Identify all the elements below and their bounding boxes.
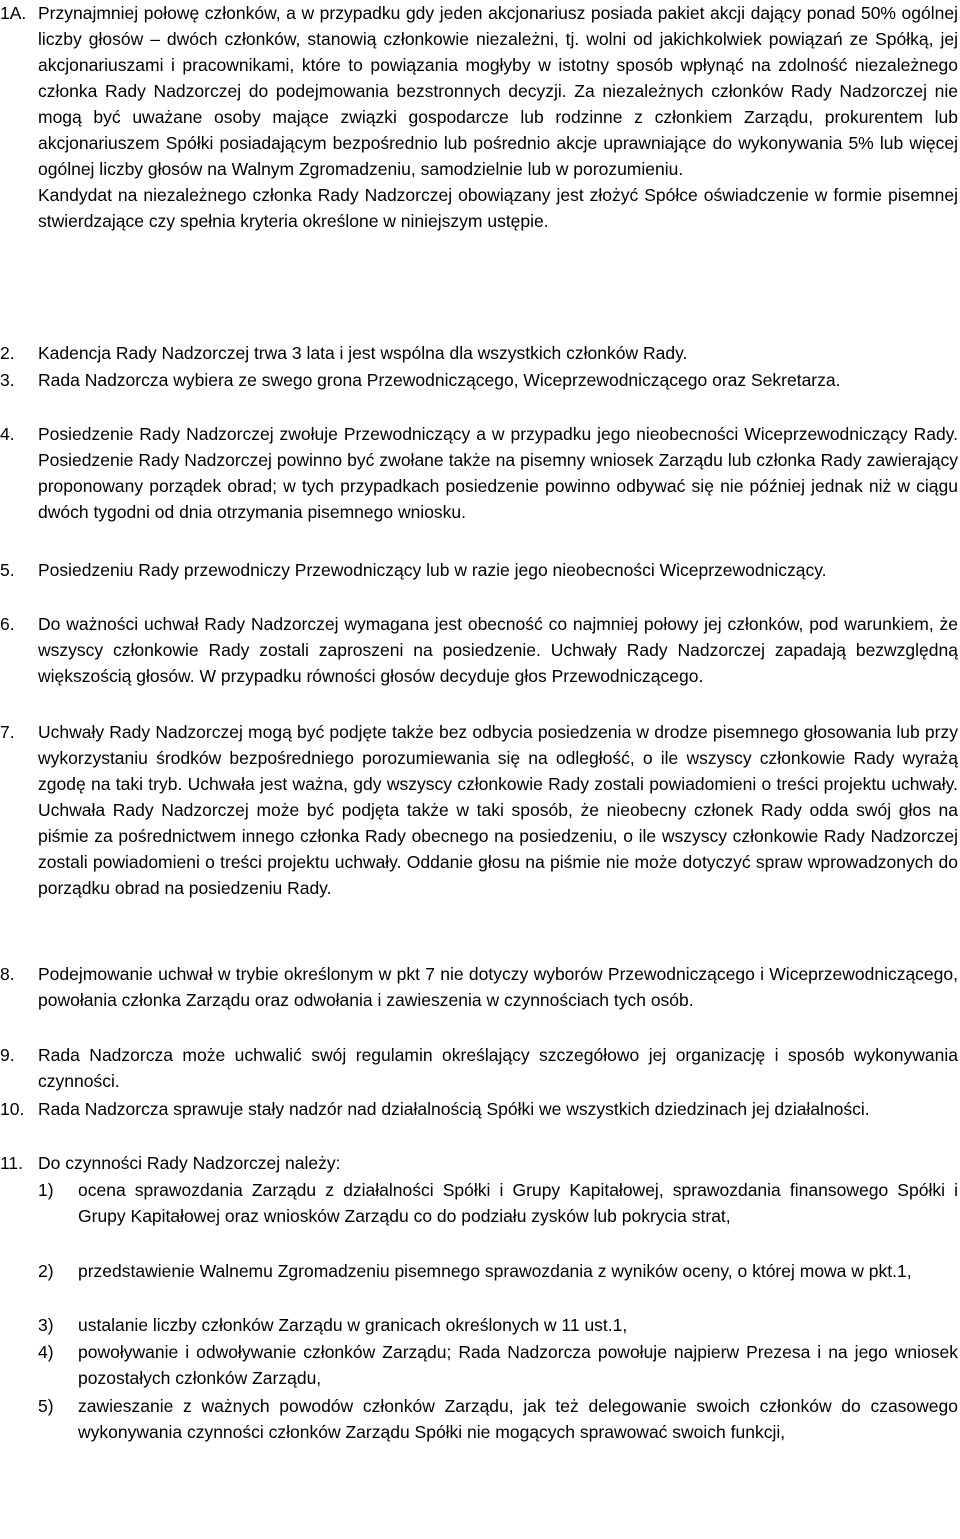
paragraph-7 <box>0 719 958 901</box>
subitem-4 <box>0 1339 958 1391</box>
paragraph-10 <box>0 1096 958 1122</box>
paragraph-text: Podejmowanie uchwał w trybie określonym w pkt 7 nie dotyczy wyborów Przewodniczącego i Wiceprzewodniczącego, powołania członka Zarządu oraz odwołania i zawieszenia w czynnościach tych osób. <box>38 964 958 1010</box>
paragraph-text: Kadencja Rady Nadzorczej trwa 3 lata i jest wspólna dla wszystkich członków Rady. <box>38 343 688 363</box>
paragraph-number: 9. <box>0 1045 15 1065</box>
paragraph-text: Przynajmniej połowę członków, a w przypadku gdy jeden akcjonariusz posiada pakiet akcji dający ponad 50% ogólnej liczby głosów – dwóch członków, stanowią członkowie niezależni, tj. wolni od jakichkolwiek powiązań ze Spółką, jej akcjonariuszami i pracownikami, które to powiązania mogłyby w istotny sposób wpłynąć na zdolność niezależnego członka Rady Nadzorczej do podejmowania bezstronnych decyzji. Za niezależnych członków Rady Nadzorczej nie mogą być uważane osoby mające związki gospodarcze lub rodzinne z członkiem Zarządu, prokurentem lub akcjonariuszem Spółki posiadającym bezpośrednio lub pośrednio akcje uprawniające do wykonywania 5% lub więcej ogólnej liczby głosów na Walnym Zgromadzeniu, samodzielnie lub w porozumieniu. <box>38 3 958 179</box>
subitem-text: powoływanie i odwoływanie członków Zarządu; Rada Nadzorcza powołuje najpierw Prezesa i na jego wniosek pozostałych członków Zarządu, <box>78 1342 958 1388</box>
paragraph-text: Rada Nadzorcza sprawuje stały nadzór nad działalnością Spółki we wszystkich dziedzinach jej działalności. <box>38 1099 870 1119</box>
paragraph-text: Uchwały Rady Nadzorczej mogą być podjęte także bez odbycia posiedzenia w drodze pisemnego głosowania lub przy wykorzystaniu środków bezpośredniego porozumiewania się na odległość, o ile wszyscy członkowie Rady wyrażą zgodę na taki tryb. Uchwała jest ważna, gdy wszyscy członkowie Rady zostali powiadomieni o treści projektu uchwały. Uchwała Rady Nadzorczej może być podjęta także w taki sposób, że nieobecny członek Rady odda swój głos na piśmie za pośrednictwem innego członka Rady obecnego na posiedzeniu, o ile wszyscy członkowie Rady Nadzorczej zostali powiadomieni o treści projektu uchwały. Oddanie głosu na piśmie nie może dotyczyć spraw wprowadzonych do porządku obrad na posiedzeniu Rady. <box>38 722 958 898</box>
subitem-5 <box>0 1393 958 1445</box>
paragraph-2 <box>0 340 958 366</box>
paragraph-6 <box>0 611 958 689</box>
subitem-text: ocena sprawozdania Zarządu z działalności Spółki i Grupy Kapitałowej, sprawozdania finansowego Spółki i Grupy Kapitałowej oraz wniosków Zarządu co do podziału zysków lub pokrycia strat, <box>78 1180 958 1226</box>
subitem-3 <box>0 1312 958 1338</box>
subitem-number: 4) <box>38 1342 54 1362</box>
paragraph-text: Rada Nadzorcza może uchwalić swój regulamin określający szczegółowo jej organizację i sposób wykonywania czynności. <box>38 1045 958 1091</box>
paragraph-number: 3. <box>0 370 15 390</box>
paragraph-body <box>38 0 958 234</box>
paragraph-number: 7. <box>0 722 15 742</box>
paragraph-number: 2. <box>0 343 15 363</box>
paragraph-number: 6. <box>0 614 15 634</box>
paragraph-number: 5. <box>0 560 15 580</box>
paragraph-text: Do ważności uchwał Rady Nadzorczej wymagana jest obecność co najmniej połowy jej członków, pod warunkiem, że wszyscy członkowie Rady zostali zaproszeni na posiedzenie. Uchwały Rady Nadzorczej zapadają bezwzględną większością głosów. W przypadku równości głosów decyduje głos Przewodniczącego. <box>38 614 958 686</box>
paragraph-number: 11. <box>0 1153 24 1173</box>
paragraph-text: Posiedzeniu Rady przewodniczy Przewodniczący lub w razie jego nieobecności Wiceprzewodniczący. <box>38 560 827 580</box>
paragraph-number: 1A. <box>0 3 27 23</box>
subitem-1 <box>0 1177 958 1229</box>
paragraph-text: Kandydat na niezależnego członka Rady Nadzorczej obowiązany jest złożyć Spółce oświadczenie w formie pisemnej stwierdzające czy spełnia kryteria określone w niniejszym ustępie. <box>38 185 958 231</box>
paragraph-text: Rada Nadzorcza wybiera ze swego grona Przewodniczącego, Wiceprzewodniczącego oraz Sekretarza. <box>38 370 841 390</box>
subitem-number: 1) <box>38 1180 54 1200</box>
subitem-text: przedstawienie Walnemu Zgromadzeniu pisemnego sprawozdania z wyników oceny, o której mowa w pkt.1, <box>78 1261 912 1281</box>
subitem-number: 3) <box>38 1315 54 1335</box>
subitem-text: ustalanie liczby członków Zarządu w granicach określonych w 11 ust.1, <box>78 1315 628 1335</box>
subitem-text: zawieszanie z ważnych powodów członków Zarządu, jak też delegowanie swoich członków do czasowego wykonywania czynności członków Zarządu Spółki nie mogących sprawować swoich funkcji, <box>78 1396 958 1442</box>
paragraph-number: 4. <box>0 424 15 444</box>
paragraph-number: 10. <box>0 1099 25 1119</box>
subitem-2 <box>0 1258 958 1284</box>
paragraph-9 <box>0 1042 958 1094</box>
paragraph-11 <box>0 1150 958 1176</box>
subitem-number: 5) <box>38 1396 54 1416</box>
paragraph-text: Do czynności Rady Nadzorczej należy: <box>38 1153 341 1173</box>
paragraph-5 <box>0 557 958 583</box>
paragraph-text: Posiedzenie Rady Nadzorczej zwołuje Przewodniczący a w przypadku jego nieobecności Wiceprzewodniczący Rady. Posiedzenie Rady Nadzorczej powinno być zwołane także na pisemny wniosek Zarządu lub członka Rady zawierający proponowany porządek obrad; w tych przypadkach posiedzenie powinno odbywać się nie później jednak niż w ciągu dwóch tygodni od dnia otrzymania pisemnego wniosku. <box>38 424 958 522</box>
paragraph-3 <box>0 367 958 393</box>
paragraph-4 <box>0 421 958 525</box>
subitem-number: 2) <box>38 1261 54 1281</box>
paragraph-number: 8. <box>0 964 15 984</box>
paragraph-1a <box>0 0 958 234</box>
paragraph-8 <box>0 961 958 1013</box>
